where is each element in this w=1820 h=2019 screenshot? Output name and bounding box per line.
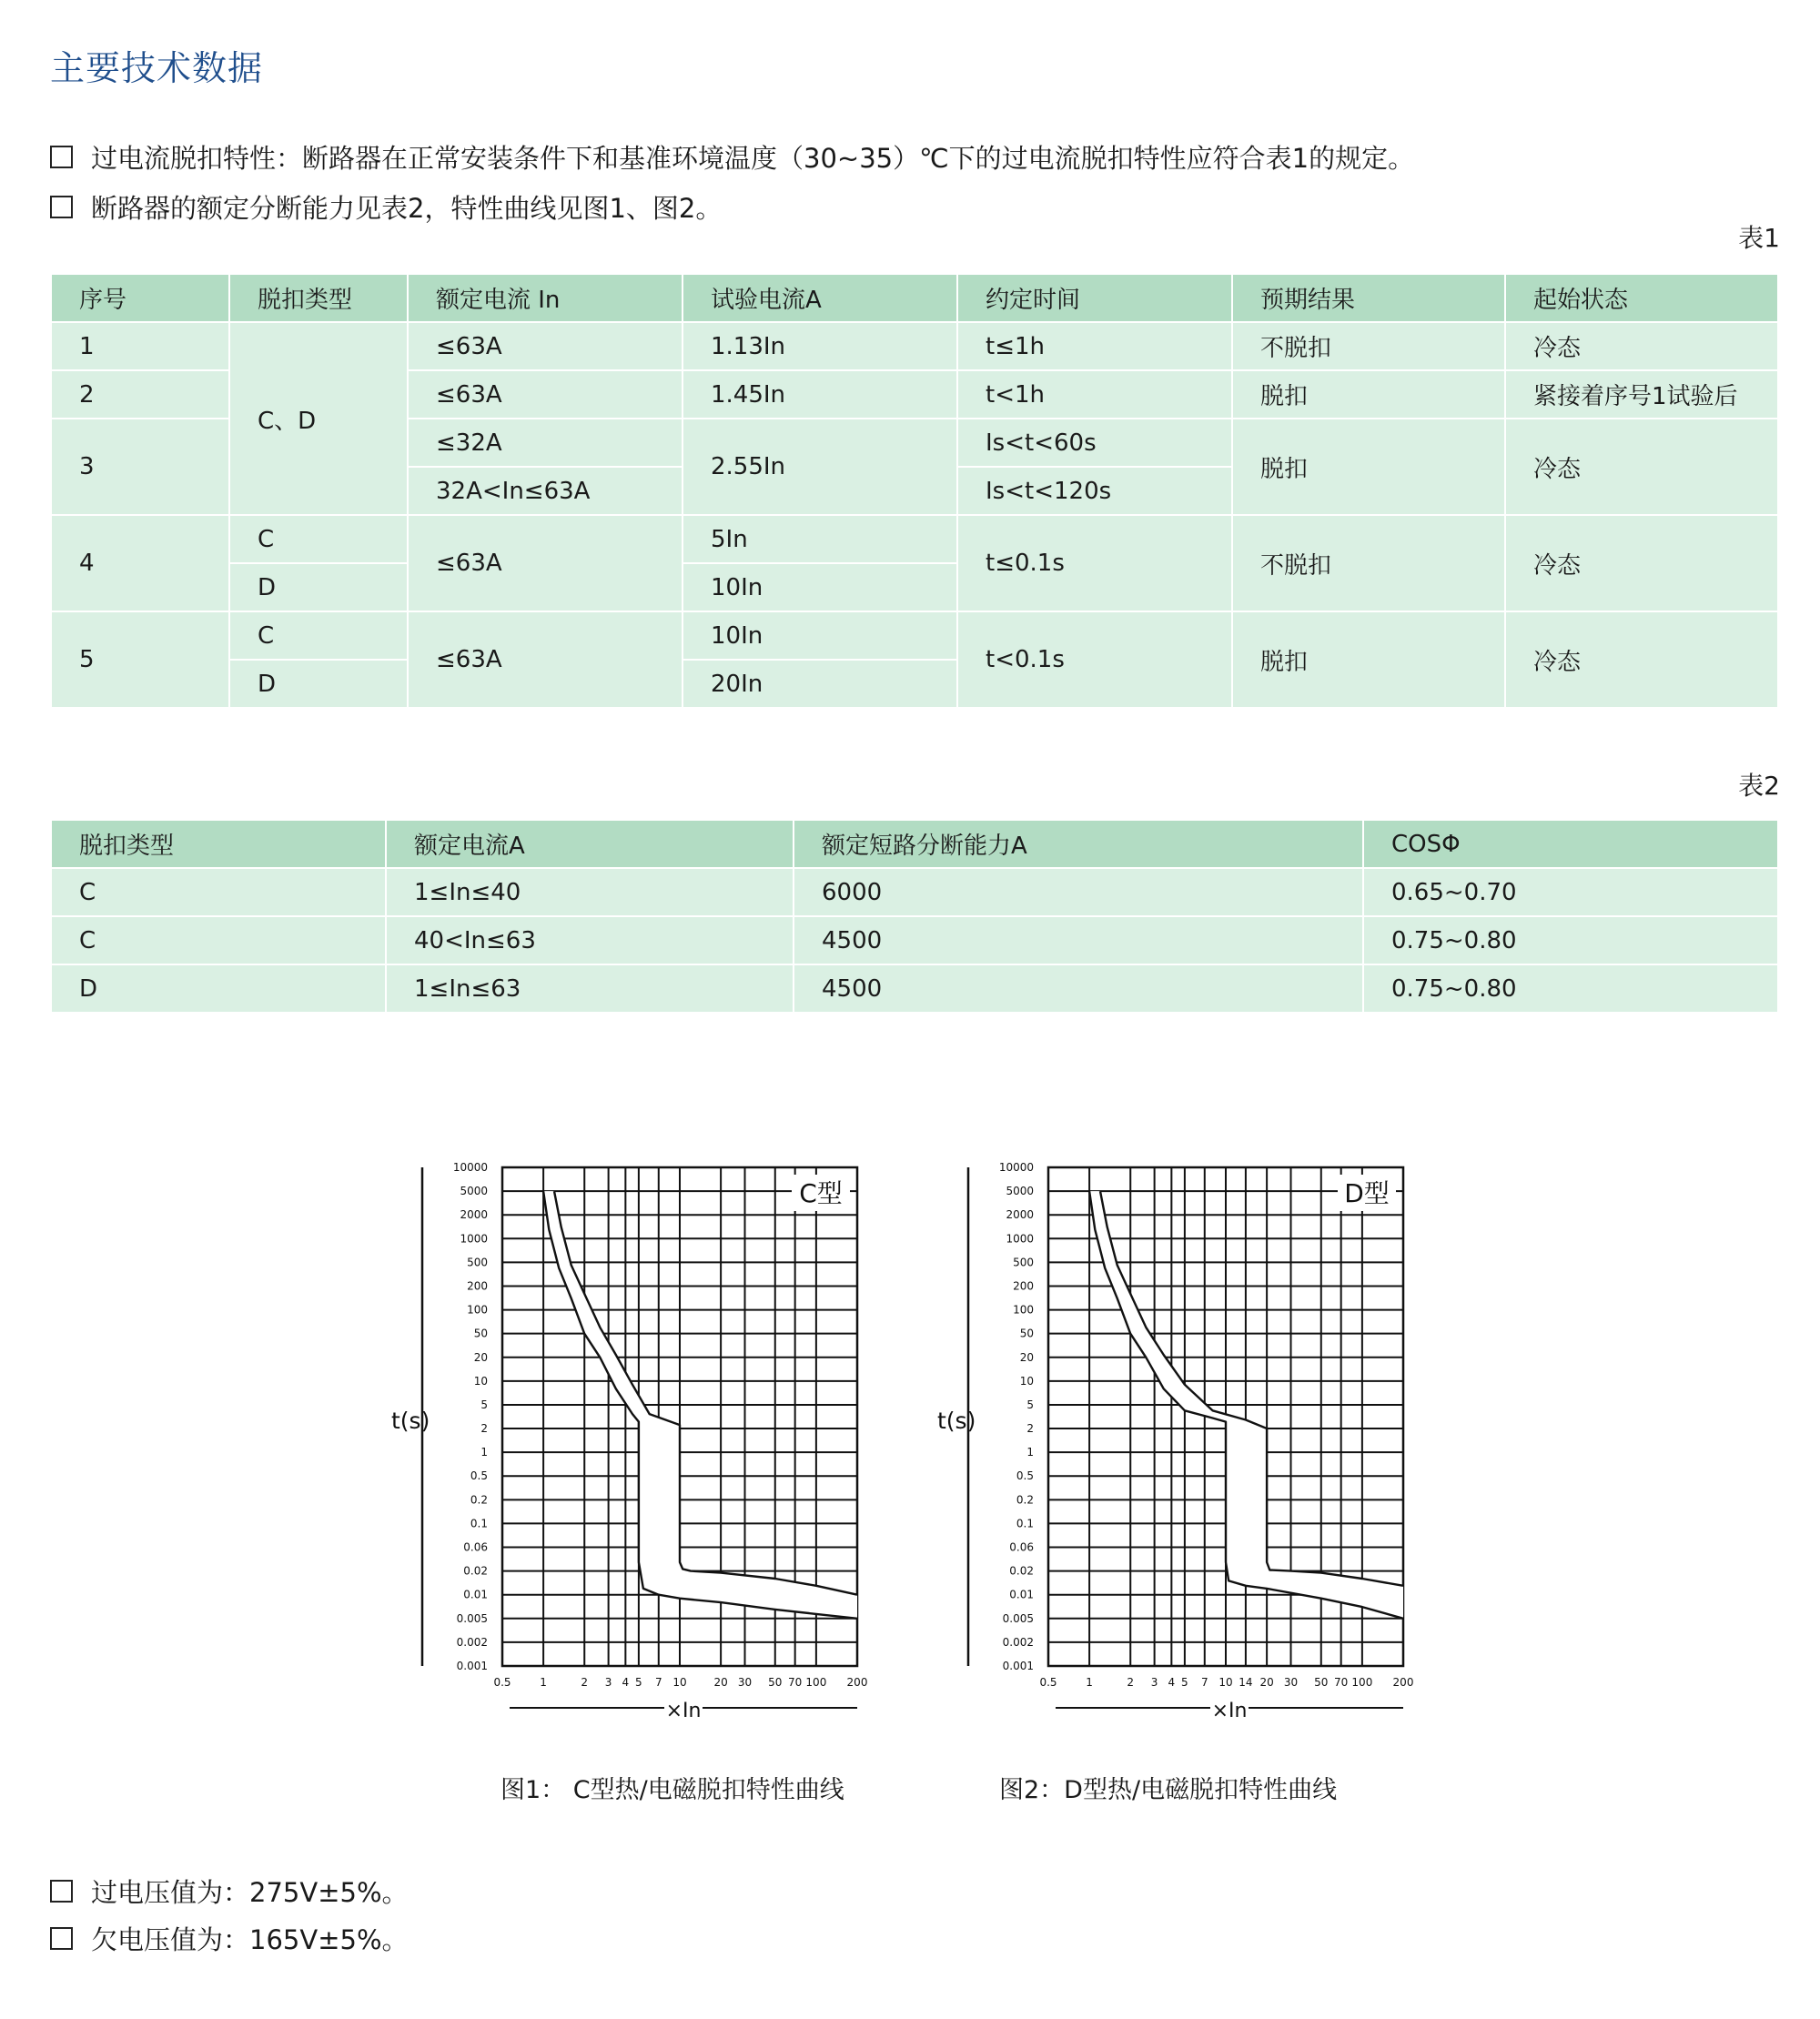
y-tick-label: 500: [467, 1256, 488, 1269]
y-tick-label: 0.002: [456, 1635, 488, 1649]
y-tick-label: 0.01: [1009, 1588, 1034, 1601]
table-cell: 5: [51, 611, 229, 708]
y-tick-label: 0.1: [1016, 1517, 1034, 1530]
y-tick-label: 1000: [460, 1232, 488, 1246]
y-tick-label: 5: [1026, 1398, 1034, 1411]
chart-title: C型: [799, 1178, 843, 1208]
y-tick-label: 1: [480, 1446, 488, 1459]
y-tick-label: 0.001: [1002, 1660, 1034, 1672]
table-cell: 4: [51, 515, 229, 611]
table-cell: 20In: [682, 660, 957, 708]
x-tick-label: 100: [1351, 1676, 1373, 1689]
header-cell: 试验电流A: [682, 274, 957, 322]
y-tick-label: 0.06: [463, 1540, 488, 1554]
bullet-text: 过电压值为：275V±5%。: [91, 1877, 409, 1908]
x-tick-label: 0.5: [493, 1676, 511, 1689]
y-tick-label: 100: [1013, 1303, 1034, 1317]
table1-caption: 表1: [1738, 223, 1780, 253]
x-tick-label: 4: [622, 1676, 630, 1689]
y-tick-label: 2: [480, 1422, 488, 1436]
table-cell: t≤1h: [957, 322, 1232, 370]
chart-d-type-curve: [937, 1151, 1447, 1733]
y-tick-label: 1: [1026, 1446, 1034, 1459]
x-tick-label: 30: [737, 1676, 753, 1689]
bullet-text: 欠电压值为：165V±5%。: [91, 1924, 409, 1955]
header-cell: 脱扣类型: [51, 820, 386, 868]
table-cell: 0.75~0.80: [1363, 964, 1778, 1013]
table-cell: Is<t<120s: [957, 467, 1232, 515]
table-cell: 不脱扣: [1232, 515, 1505, 611]
figure2-caption: 图2：D型热/电磁脱扣特性曲线: [999, 1776, 1338, 1804]
table-cell: 冷态: [1505, 515, 1778, 611]
chart-c-type-curve: [391, 1151, 901, 1733]
y-axis-label: t(s): [391, 1408, 430, 1434]
table-cell: C: [51, 916, 386, 964]
page-title: 主要技术数据: [50, 48, 264, 88]
table-cell: C: [229, 515, 408, 563]
x-tick-label: 7: [654, 1676, 662, 1689]
table-cell: 不脱扣: [1232, 322, 1505, 370]
table-cell: C、D: [229, 322, 408, 515]
x-tick-label: 0.5: [1039, 1676, 1057, 1689]
x-tick-label: 50: [1314, 1676, 1329, 1689]
table-cell: 10In: [682, 611, 957, 660]
x-tick-label: 2: [581, 1676, 589, 1689]
x-tick-label: 20: [1259, 1676, 1274, 1689]
y-tick-label: 0.001: [456, 1660, 488, 1672]
table-row: [51, 868, 1778, 916]
header-cell: 约定时间: [957, 274, 1232, 322]
table-cell: 32A<In≤63A: [408, 467, 682, 515]
bullet-text: 过电流脱扣特性：断路器在正常安装条件下和基准环境温度（30~35）℃下的过电流脱扣特性应符合表1的规定。: [91, 143, 1415, 174]
bullet-overvoltage: [50, 1873, 409, 1910]
table-cell: 2: [51, 370, 229, 419]
y-tick-label: 0.02: [1009, 1564, 1034, 1578]
header-cell: 起始状态: [1505, 274, 1778, 322]
checkbox-square-icon: [50, 196, 73, 218]
x-tick-label: 30: [1283, 1676, 1299, 1689]
y-tick-label: 100: [467, 1303, 488, 1317]
table-cell: t≤0.1s: [957, 515, 1232, 611]
y-tick-label: 0.2: [1016, 1493, 1034, 1507]
y-tick-label: 20: [1019, 1350, 1034, 1364]
bullet-breaking-capacity: [50, 188, 722, 226]
table-cell: 冷态: [1505, 611, 1778, 708]
y-tick-label: 10: [1019, 1374, 1034, 1388]
table-cell: 40<In≤63: [386, 916, 794, 964]
table-cell: ≤63A: [408, 370, 682, 419]
figure1-caption: 图1： C型热/电磁脱扣特性曲线: [500, 1776, 844, 1804]
y-tick-label: 2: [1026, 1422, 1034, 1436]
bullet-text: 断路器的额定分断能力见表2，特性曲线见图1、图2。: [91, 193, 723, 224]
y-tick-label: 5000: [460, 1185, 488, 1198]
y-tick-label: 200: [1013, 1279, 1034, 1293]
table-cell: 紧接着序号1试验后: [1505, 370, 1778, 419]
chart-title: D型: [1344, 1178, 1390, 1208]
table-cell: 0.65~0.70: [1363, 868, 1778, 916]
x-tick-label: 70: [1334, 1676, 1349, 1689]
x-tick-label: 20: [713, 1676, 728, 1689]
y-tick-label: 10000: [998, 1161, 1034, 1174]
header-cell: 额定电流A: [386, 820, 794, 868]
x-tick-label: 7: [1200, 1676, 1208, 1689]
x-axis-label: ×In: [1211, 1700, 1248, 1722]
y-tick-label: 200: [467, 1279, 488, 1293]
header-cell: 额定短路分断能力A: [794, 820, 1363, 868]
table-cell: D: [51, 964, 386, 1013]
y-tick-label: 500: [1013, 1256, 1034, 1269]
y-tick-label: 0.005: [456, 1611, 488, 1625]
y-tick-label: 10000: [452, 1161, 488, 1174]
table-cell: 0.75~0.80: [1363, 916, 1778, 964]
y-tick-label: 0.06: [1009, 1540, 1034, 1554]
x-tick-label: 200: [1392, 1676, 1414, 1689]
header-cell: 脱扣类型: [229, 274, 408, 322]
x-tick-label: 3: [604, 1676, 612, 1689]
table-cell: ≤63A: [408, 322, 682, 370]
table-cell: Is<t<60s: [957, 419, 1232, 467]
x-tick-label: 5: [1181, 1676, 1188, 1689]
x-tick-label: 70: [788, 1676, 803, 1689]
table-cell: t<0.1s: [957, 611, 1232, 708]
y-tick-label: 0.02: [463, 1564, 488, 1578]
y-tick-label: 5000: [1006, 1185, 1034, 1198]
y-tick-label: 5: [480, 1398, 488, 1411]
table-cell: 1.13In: [682, 322, 957, 370]
table-cell: 10In: [682, 563, 957, 611]
y-tick-label: 0.1: [470, 1517, 488, 1530]
table1-header-row: [51, 274, 1778, 322]
table-cell: ≤32A: [408, 419, 682, 467]
table-cell: D: [229, 660, 408, 708]
x-axis-label: ×In: [665, 1700, 702, 1722]
table1: [50, 273, 1779, 709]
table-cell: 1: [51, 322, 229, 370]
x-tick-label: 2: [1127, 1676, 1135, 1689]
y-tick-label: 0.2: [470, 1493, 488, 1507]
y-tick-label: 50: [1019, 1327, 1034, 1340]
x-tick-label: 10: [672, 1676, 687, 1689]
table-cell: ≤63A: [408, 515, 682, 611]
y-tick-label: 0.5: [470, 1469, 488, 1483]
header-cell: 序号: [51, 274, 229, 322]
table-cell: 脱扣: [1232, 419, 1505, 515]
y-tick-label: 0.002: [1002, 1635, 1034, 1649]
table2-header-row: [51, 820, 1778, 868]
table-cell: 6000: [794, 868, 1363, 916]
x-tick-label: 200: [846, 1676, 868, 1689]
table-cell: C: [229, 611, 408, 660]
y-tick-label: 10: [473, 1374, 488, 1388]
checkbox-square-icon: [50, 146, 73, 168]
x-tick-label: 14: [1239, 1676, 1253, 1689]
x-tick-label: 3: [1150, 1676, 1158, 1689]
table-cell: 冷态: [1505, 322, 1778, 370]
y-tick-label: 20: [473, 1350, 488, 1364]
x-tick-label: 4: [1168, 1676, 1176, 1689]
x-tick-label: 5: [635, 1676, 642, 1689]
header-cell: COSΦ: [1363, 820, 1778, 868]
table-cell: ≤63A: [408, 611, 682, 708]
table-cell: 3: [51, 419, 229, 515]
table-row: [51, 611, 1778, 660]
checkbox-square-icon: [50, 1880, 73, 1903]
bullet-overcurrent: [50, 138, 1414, 176]
x-tick-label: 10: [1218, 1676, 1233, 1689]
y-axis-label: t(s): [937, 1408, 976, 1434]
table-cell: 2.55In: [682, 419, 957, 515]
table-row: [51, 515, 1778, 563]
table-cell: 5In: [682, 515, 957, 563]
y-tick-label: 2000: [1006, 1208, 1034, 1222]
y-tick-label: 0.005: [1002, 1611, 1034, 1625]
table2-caption: 表2: [1738, 771, 1780, 801]
bullet-undervoltage: [50, 1920, 409, 1957]
table-cell: 1.45In: [682, 370, 957, 419]
y-tick-label: 50: [473, 1327, 488, 1340]
table-cell: 1≤In≤40: [386, 868, 794, 916]
x-tick-label: 50: [768, 1676, 783, 1689]
table-cell: 冷态: [1505, 419, 1778, 515]
header-cell: 预期结果: [1232, 274, 1505, 322]
y-tick-label: 2000: [460, 1208, 488, 1222]
table-cell: C: [51, 868, 386, 916]
table-row: [51, 916, 1778, 964]
table-cell: D: [229, 563, 408, 611]
table-cell: 4500: [794, 964, 1363, 1013]
x-tick-label: 1: [540, 1676, 547, 1689]
x-tick-label: 1: [1086, 1676, 1093, 1689]
x-tick-label: 100: [805, 1676, 827, 1689]
table-row: [51, 322, 1778, 370]
table2: [50, 819, 1779, 1014]
y-tick-label: 1000: [1006, 1232, 1034, 1246]
table-cell: 4500: [794, 916, 1363, 964]
table-cell: 脱扣: [1232, 370, 1505, 419]
checkbox-square-icon: [50, 1927, 73, 1950]
table-cell: 1≤In≤63: [386, 964, 794, 1013]
table-cell: t<1h: [957, 370, 1232, 419]
header-cell: 额定电流 In: [408, 274, 682, 322]
table-row: [51, 964, 1778, 1013]
y-tick-label: 0.01: [463, 1588, 488, 1601]
y-tick-label: 0.5: [1016, 1469, 1034, 1483]
table-cell: 脱扣: [1232, 611, 1505, 708]
